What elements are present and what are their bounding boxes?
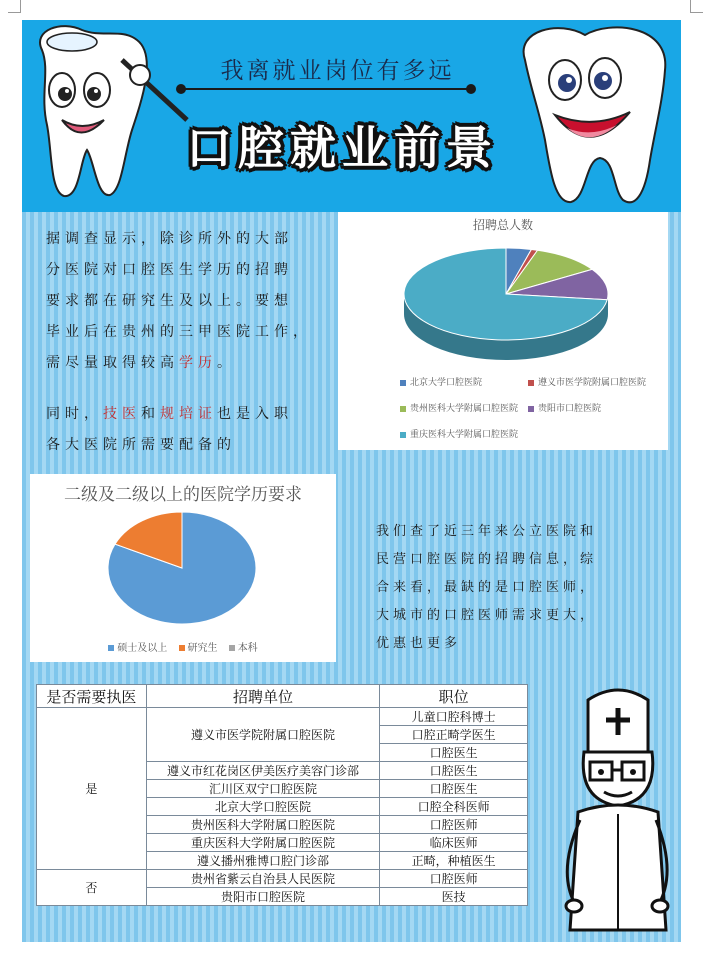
- position-cell: 正畸，种植医生: [380, 852, 528, 870]
- unit-cell: 遵义市医学院附属口腔医院: [146, 708, 379, 762]
- position-cell: 医技: [380, 888, 528, 906]
- position-cell: 口腔医生: [380, 762, 528, 780]
- table-row: [37, 870, 528, 888]
- intro-spacer: [46, 379, 346, 399]
- unit-cell: 贵阳市口腔医院: [146, 888, 379, 906]
- unit-cell: 遵义市红花岗区伊美医疗美容门诊部: [146, 762, 379, 780]
- summary-line: 大城市的口腔医师需求更大，: [376, 608, 598, 623]
- unit-cell: 遵义播州雅博口腔门诊部: [146, 852, 379, 870]
- table-header: 是否需要执医: [37, 685, 147, 708]
- position-cell: 儿童口腔科博士: [380, 708, 528, 726]
- chart2-legend-label: 本科: [237, 643, 258, 654]
- table-header-row: [37, 685, 528, 708]
- position-cell: 口腔正畸学医生: [380, 726, 528, 744]
- position-cell: 口腔医生: [380, 744, 528, 762]
- license-not-required-cell: 否: [37, 870, 147, 906]
- unit-cell: 汇川区双宁口腔医院: [146, 780, 379, 798]
- position-cell: 口腔医生: [380, 780, 528, 798]
- intro-text: 需尽量取得较高: [46, 355, 179, 371]
- chart1-legend-item: 遵义市医学院附属口腔医院: [528, 375, 646, 388]
- intro-text: 和: [141, 406, 160, 422]
- unit-cell: 重庆医科大学附属口腔医院: [146, 834, 379, 852]
- intro-text: 同时，: [46, 406, 103, 422]
- poster-subtitle: 我离就业岗位有多远: [220, 58, 455, 84]
- unit-cell: 贵州省紫云自治县人民医院: [146, 870, 379, 888]
- summary-line: 民营口腔医院的招聘信息，综: [376, 552, 598, 567]
- intro-paragraph: [46, 224, 346, 461]
- subtitle-dot-left: [176, 84, 186, 94]
- table-row: [37, 708, 528, 726]
- intro-line: 毕业后在贵州的三甲医院工作，: [46, 324, 312, 340]
- summary-line: 合来看，最缺的是口腔医师，: [376, 580, 598, 595]
- intro-line: [46, 348, 346, 379]
- chart2-title: 二级及二级以上的医院学历要求: [64, 485, 302, 505]
- intro-line: 要求都在研究生及以上。要想: [46, 293, 293, 309]
- table-header: 招聘单位: [146, 685, 379, 708]
- chart-education-panel: [30, 474, 336, 662]
- highlight-license: 技医: [103, 406, 141, 422]
- recruitment-table: [36, 684, 528, 906]
- intro-line: 据调查显示，除诊所外的大部: [46, 231, 293, 247]
- highlight-certificate: 规培证: [160, 406, 217, 422]
- unit-cell: 贵州医科大学附属口腔医院: [146, 816, 379, 834]
- summary-line: 我们查了近三年来公立医院和: [376, 524, 598, 539]
- crop-mark-top-left: [8, 0, 21, 13]
- chart2-legend-label: 研究生: [187, 643, 218, 654]
- subtitle-dot-right: [466, 84, 476, 94]
- chart2-legend: [30, 639, 336, 654]
- unit-cell: 北京大学口腔医院: [146, 798, 379, 816]
- chart2-legend-label: 硕士及以上: [117, 643, 168, 654]
- chart1-legend-item: 贵阳市口腔医院: [528, 401, 601, 414]
- position-cell: 口腔全科医师: [380, 798, 528, 816]
- chart1-legend-item: 重庆医科大学附属口腔医院: [400, 427, 518, 440]
- summary-line: 优惠也更多: [376, 636, 462, 651]
- doctor-cartoon: [548, 680, 681, 942]
- position-cell: 口腔医师: [380, 870, 528, 888]
- intro-line: [46, 399, 346, 430]
- intro-text: 。: [217, 355, 236, 371]
- license-required-cell: 是: [37, 708, 147, 870]
- chart1-legend-item: 北京大学口腔医院: [400, 375, 482, 388]
- highlight-education: 学历: [179, 355, 217, 371]
- crop-mark-top-right: [690, 0, 703, 13]
- chart1-svg: [338, 232, 668, 372]
- summary-paragraph: [376, 518, 672, 658]
- chart2-svg: [30, 506, 336, 634]
- intro-text: 也是入职: [217, 406, 293, 422]
- poster-title: 口腔就业前景: [186, 121, 498, 175]
- position-cell: 口腔医师: [380, 816, 528, 834]
- subtitle-underline: [180, 88, 470, 90]
- table-header: 职位: [380, 685, 528, 708]
- intro-line: 各大医院所需要配备的: [46, 437, 236, 453]
- chart1-legend-item: 贵州医科大学附属口腔医院: [400, 401, 518, 414]
- chart-total-recruitment-panel: [338, 212, 668, 450]
- intro-line: 分医院对口腔医生学历的招聘: [46, 262, 293, 278]
- chart1-title: 招聘总人数: [472, 218, 533, 232]
- position-cell: 临床医师: [380, 834, 528, 852]
